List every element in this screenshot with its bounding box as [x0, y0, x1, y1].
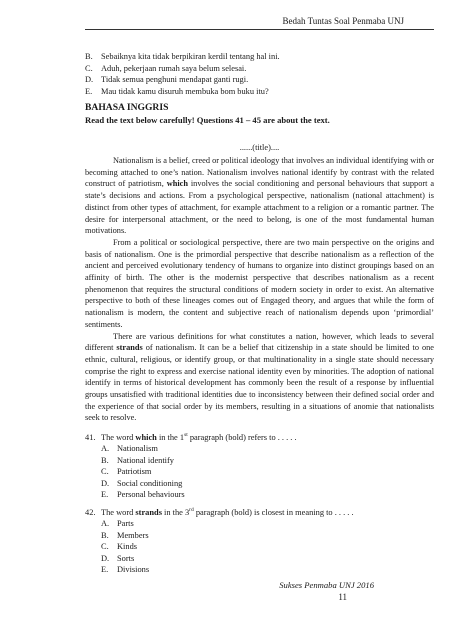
option-item — [85, 51, 434, 63]
answer-choices — [85, 443, 434, 500]
option-label: E. — [85, 86, 93, 96]
option-item — [85, 63, 434, 75]
question-text: The word strands in the 3rd paragraph (bold) is closest in meaning to . . . . . — [101, 507, 354, 517]
choice-item: E. Divisions — [101, 565, 150, 575]
bold-word-which: which — [166, 179, 188, 189]
running-header — [85, 16, 434, 30]
option-text: Mau tidak kamu disuruh membuka bom buku itu? — [101, 86, 269, 96]
section-instruction: Read the text below carefully! Questions 41 – 45 are about the text. — [85, 115, 330, 125]
previous-question-options — [85, 51, 434, 97]
paragraph-3 — [85, 331, 434, 425]
paragraph-2: From a political or sociological perspective, there are two main perspective on the origins and basis of nationalism. One is the primordial perspective that describe nationalism as a reflection of the ancient and perceived evolutionary tendency of humans to organize into distinct groupings based on an affinity of birth. The other is the modernist perspective that describes nationalism as a recent phenomenon that requires the structural conditions of modern society in order to exist. An alternative perspective to both of these lineages comes out of Engaged theory, and argues that while the form of nationalism is modern, the content and subjective reach of nationalism depends upon ‘primordial’ sentiments. — [85, 237, 434, 329]
paragraph-1 — [85, 155, 434, 237]
choice-item: C. Patriotism — [101, 467, 152, 477]
question-number: 42. — [85, 508, 96, 517]
option-item — [85, 74, 434, 86]
answer-choices — [85, 518, 434, 575]
choice-item: A. Parts — [101, 519, 134, 529]
choice-item: B. National identify — [101, 455, 174, 465]
running-footer — [85, 580, 434, 590]
choice-item: A. Nationalism — [101, 444, 158, 454]
footer-text: Sukses Penmaba UNJ 2016 — [279, 580, 374, 590]
choice-item: C. Kinds — [101, 542, 138, 552]
question-42 — [85, 507, 434, 575]
question-number: 41. — [85, 433, 96, 442]
passage-title-placeholder: ......(title).... — [239, 143, 280, 152]
choice-item: D. Sorts — [101, 553, 135, 563]
option-text: Sebaiknya kita tidak berpikiran kerdil tentang hal ini. — [101, 52, 280, 61]
question-stem — [85, 432, 434, 443]
bold-word-strands: strands — [116, 343, 143, 353]
option-label: B. — [85, 52, 93, 61]
reading-passage — [85, 155, 434, 424]
option-text: Aduh, pekerjaan rumah saya belum selesai. — [101, 63, 247, 73]
question-text: The word which in the 1st paragraph (bold) refers to . . . . . — [101, 432, 297, 442]
option-label: C. — [85, 63, 93, 73]
section-title: BAHASA INGGRIS — [85, 102, 169, 113]
paragraph-text: Nationalism is a belief, creed or political ideology that involves an individual identifying with or becoming attached to one’s nation. Nationalism involves national identify by contrast with the related construct of patriotism, — [85, 156, 434, 189]
choice-item: E. Personal behaviours — [101, 490, 185, 500]
choice-item: B. Members — [101, 530, 149, 540]
question-41 — [85, 432, 434, 500]
paragraph-text: of nationalism. It can be a belief that citizenship in a state should be limited to one ethnic, cultural, religious, or identify group, or that multinationality in a single state should necessary comprise the right to express and exercise national identity even by minorities. The adoption of national identify in terms of historical development has commonly been the result of a response by influential groups unsatisfied with traditional identities due to inconsistency between their defined social order and the experience of that social order by its members, resulting in a situations of anomie that nationalists seek to resolve. — [85, 343, 434, 423]
question-stem — [85, 507, 434, 518]
page-number — [85, 592, 434, 602]
page-number-text: 11 — [338, 592, 347, 602]
choice-item: D. Social conditioning — [101, 478, 183, 488]
option-text: Tidak semua penghuni mendapat ganti rugi. — [101, 75, 249, 85]
option-label: D. — [85, 75, 94, 85]
paragraph-text: involves the social conditioning and personal behaviours that support a state’s decisions and actions. From a psychological perspective, nationalism (national attachment) is distinct from other types of attachment, for example attachment to a religion or a romantic partner. The desire for interpersonal attachment, or the need to belong, is one of the most fundamental human motivations. — [85, 179, 434, 236]
option-item — [85, 86, 434, 98]
paragraph-text: There are various definitions for what constitutes a nation, however, which leads to several different — [85, 331, 434, 353]
running-title: Bedah Tuntas Soal Penmaba UNJ — [282, 16, 404, 26]
